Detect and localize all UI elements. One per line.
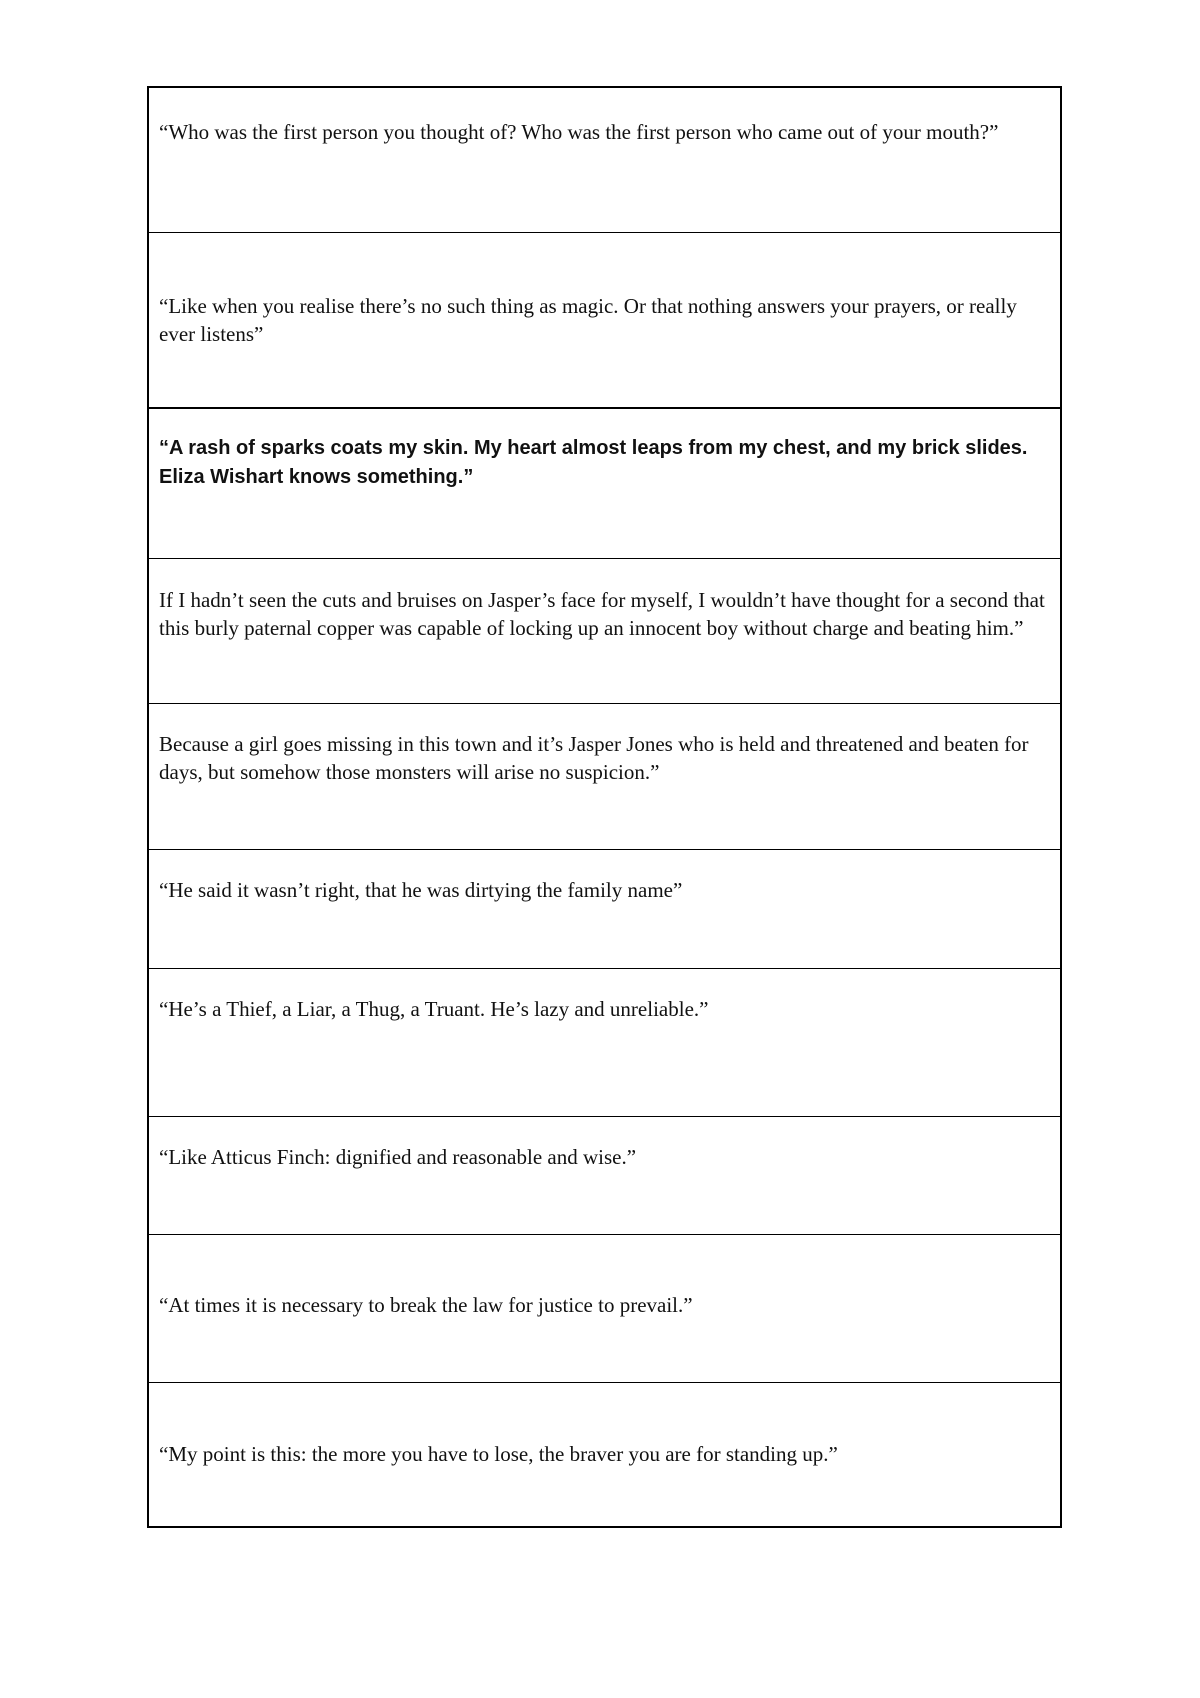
quote-text: Because a girl goes missing in this town and it’s Jasper Jones who is held and threatened and beaten for days, but somehow those monsters will arise no suspicion.”	[159, 731, 1029, 784]
quotes-table	[147, 86, 1062, 1528]
quote-text: “He’s a Thief, a Liar, a Thug, a Truant. He’s lazy and unreliable.”	[159, 996, 709, 1021]
quote-cell	[148, 1234, 1061, 1382]
quote-cell	[148, 1382, 1061, 1527]
table-row	[148, 87, 1061, 232]
table-row	[148, 849, 1061, 968]
quote-text: “At times it is necessary to break the law for justice to prevail.”	[159, 1292, 693, 1317]
quote-cell	[148, 408, 1061, 558]
quote-text: If I hadn’t seen the cuts and bruises on Jasper’s face for myself, I wouldn’t have thought for a second that this burly paternal copper was capable of locking up an innocent boy without charge and beating him.”	[159, 587, 1045, 640]
table-row	[148, 968, 1061, 1116]
table-row	[148, 1234, 1061, 1382]
quote-cell	[148, 849, 1061, 968]
quote-cell	[148, 968, 1061, 1116]
quote-text: “A rash of sparks coats my skin. My heart almost leaps from my chest, and my brick slides. Eliza Wishart knows something.”	[159, 437, 1028, 488]
quote-text: “He said it wasn’t right, that he was dirtying the family name”	[159, 877, 683, 902]
table-row	[148, 558, 1061, 703]
quote-cell	[148, 558, 1061, 703]
quote-text: “My point is this: the more you have to lose, the braver you are for standing up.”	[159, 1441, 838, 1466]
quote-cell	[148, 232, 1061, 408]
quote-text: “Who was the first person you thought of? Who was the first person who came out of your mouth?”	[159, 120, 999, 144]
quote-cell	[148, 87, 1061, 232]
table-row	[148, 232, 1061, 408]
table-row	[148, 1382, 1061, 1527]
quote-cell	[148, 703, 1061, 849]
quote-text: “Like when you realise there’s no such thing as magic. Or that nothing answers your prayers, or really ever listens”	[159, 293, 1017, 346]
table-row	[148, 1116, 1061, 1234]
quote-text: “Like Atticus Finch: dignified and reasonable and wise.”	[159, 1144, 637, 1169]
table-row	[148, 703, 1061, 849]
table-row	[148, 408, 1061, 558]
quote-cell	[148, 1116, 1061, 1234]
